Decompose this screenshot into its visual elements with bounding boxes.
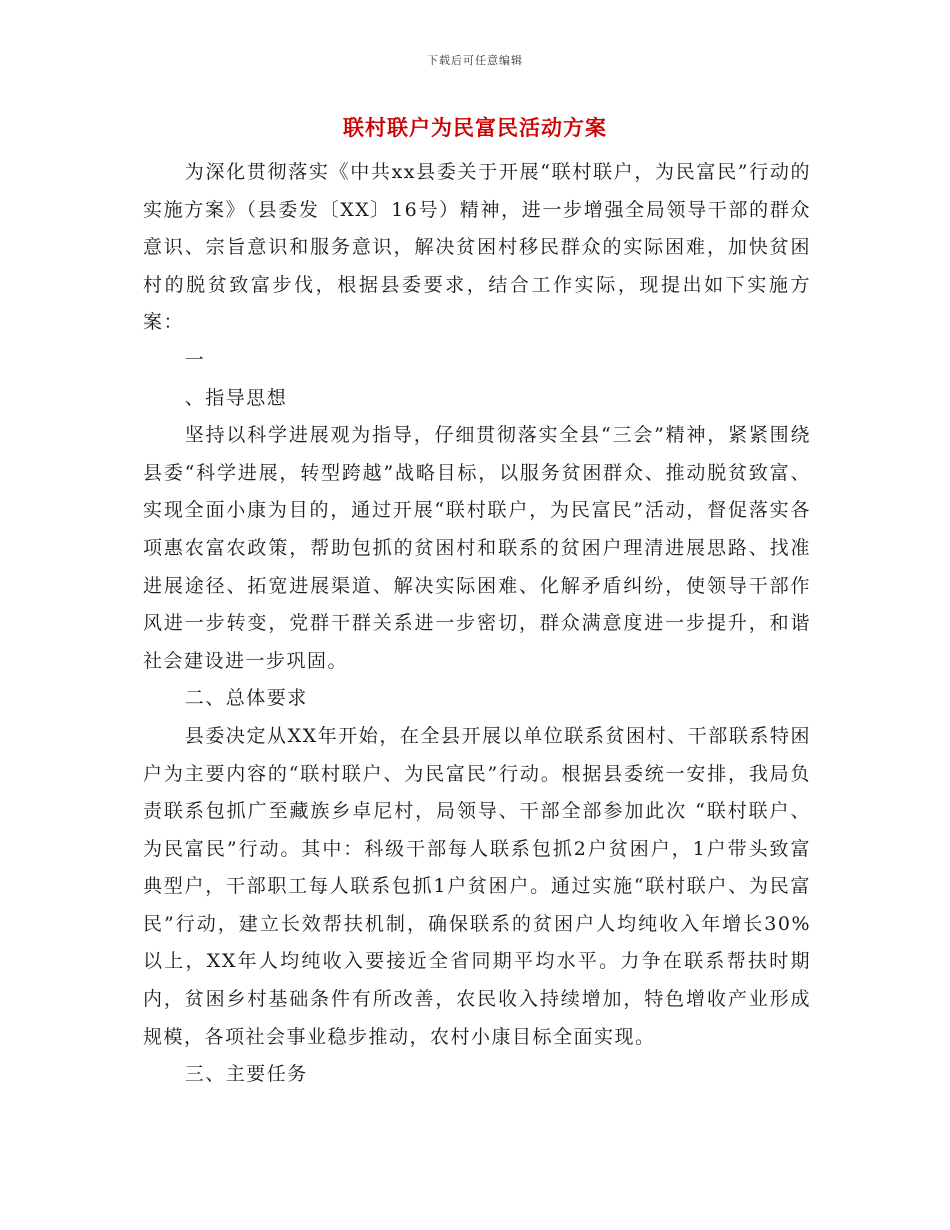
document-body [143,154,811,1094]
section-number-one: 一 [184,348,206,371]
section-heading-main-tasks: 三、主要任务 [184,1063,308,1086]
intro-paragraph: 为深化贯彻落实《中共xx县委关于开展“联村联户，为民富民”行动的实施方案》（县委发〔XX〕16号）精神，进一步增强全局领导干部的群众意识、宗旨意识和服务意识，解决贫困村移民群众的实际困难，加快贫困村的脱贫致富步伐，根据县委要求，结合工作实际，现提出如下实施方案： [143,161,811,334]
overall-requirements-paragraph: 县委决定从XX年开始，在全县开展以单位联系贫困村、干部联系特困户为主要内容的“联村联户、为民富民”行动。根据县委统一安排，我局负责联系包抓广至藏族乡卓尼村，局领导、干部全部参加此次 “联村联户、为民富民”行动。其中：科级干部每人联系包抓2户贫困户，1户带头致富典型户，干部职工每人联系包抓1户贫困户。通过实施“联村联户、为民富民”行动，建立长效帮扶机制，确保联系的贫困户人均纯收入年增长30%以上，XX年人均纯收入要接近全省同期平均水平。力争在联系帮扶时期内，贫困乡村基础条件有所改善，农民收入持续增加，特色增收产业形成规模，各项社会事业稳步推动，农村小康目标全面实现。 [143,724,811,1048]
guiding-ideology-paragraph: 坚持以科学进展观为指导，仔细贯彻落实全县“三会”精神，紧紧围绕县委“科学进展，转型跨越”战略目标，以服务贫困群众、推动脱贫致富、实现全面小康为目的，通过开展“联村联户，为民富民”活动，督促落实各项惠农富农政策，帮助包抓的贫困村和联系的贫困户理清进展思路、找准进展途径、拓宽进展渠道、解决实际困难、化解矛盾纠纷，使领导干部作风进一步转变，党群干群关系进一步密切，群众满意度进一步提升，和谐社会建设进一步巩固。 [143,424,811,672]
section-heading-overall-requirements: 二、总体要求 [184,687,308,710]
document-title: 联村联户为民富民活动方案 [343,115,607,140]
section-heading-guiding-ideology: 、指导思想 [184,386,288,409]
header-note: 下载后可任意编辑 [427,54,523,67]
